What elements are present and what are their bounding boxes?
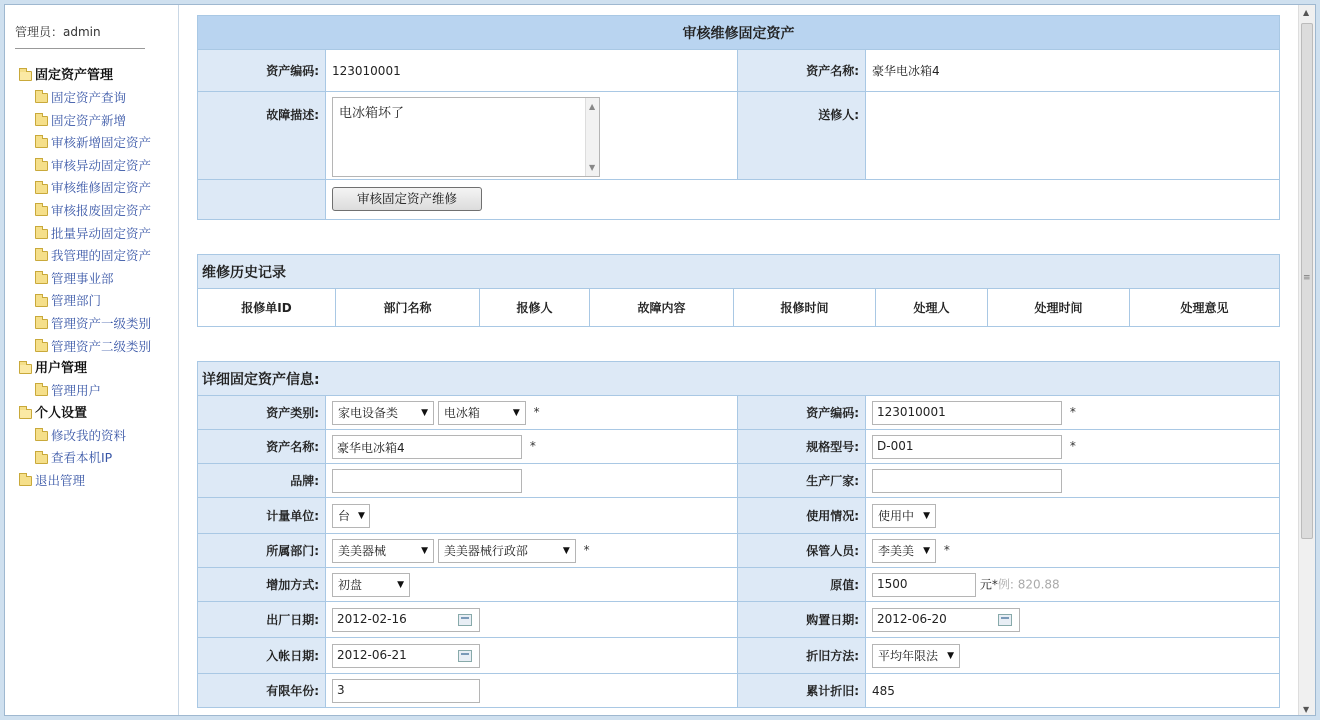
dept1-select[interactable]: 美美器械 ▼ — [332, 539, 434, 563]
code-label: 资产编码: — [738, 396, 866, 430]
mfg-date-input[interactable]: 2012-02-16 — [332, 608, 480, 632]
required-mark: * — [529, 439, 536, 453]
grip-icon: ≡ — [1303, 273, 1311, 283]
asset-name-label: 资产名称: — [738, 50, 866, 92]
review-repair-button[interactable]: 审核固定资产维修 — [332, 187, 482, 211]
buy-date-label: 购置日期: — [738, 602, 866, 638]
menu-item-review-repair[interactable]: 审核维修固定资产 — [19, 177, 179, 200]
name-label: 资产名称: — [198, 430, 326, 464]
menu-group-asset[interactable]: 固定资产管理 — [19, 65, 179, 87]
acc-dep-label: 累计折旧: — [738, 674, 866, 708]
menu-group-personal[interactable]: 个人设置 — [19, 403, 179, 425]
main-content — [197, 15, 1279, 708]
required-mark: * — [583, 543, 590, 557]
folder-icon — [35, 274, 48, 284]
menu-item-category1[interactable]: 管理资产一级类别 — [19, 313, 179, 336]
col-handle-time: 处理时间 — [988, 289, 1130, 327]
dep-method-label: 折旧方法: — [738, 638, 866, 674]
folder-icon — [35, 251, 48, 261]
brand-input[interactable] — [332, 469, 522, 493]
dropdown-arrow-icon: ▼ — [512, 407, 520, 418]
scroll-down-icon: ▼ — [589, 163, 596, 172]
fault-label: 故障描述: — [198, 92, 326, 180]
years-input[interactable]: 3 — [332, 679, 480, 703]
keeper-label: 保管人员: — [738, 534, 866, 568]
folder-icon — [19, 476, 32, 486]
menu-group-users[interactable]: 用户管理 — [19, 358, 179, 380]
menu-item-manage-users[interactable]: 管理用户 — [19, 380, 179, 403]
category1-select[interactable]: 家电设备类 ▼ — [332, 401, 434, 425]
calendar-icon[interactable] — [998, 614, 1012, 626]
repair-review-table — [197, 15, 1280, 220]
sender-label: 送修人: — [738, 92, 866, 180]
app-frame — [4, 4, 1316, 716]
dep-method-select[interactable]: 平均年限法 ▼ — [872, 644, 960, 668]
folder-icon — [35, 206, 48, 216]
col-opinion: 处理意见 — [1130, 289, 1280, 327]
dropdown-arrow-icon: ▼ — [397, 579, 404, 590]
calendar-icon[interactable] — [458, 614, 472, 626]
folder-open-icon — [19, 71, 32, 81]
asset-detail-table — [197, 361, 1280, 708]
unit-select[interactable]: 台 ▼ — [332, 504, 370, 528]
page-scrollbar[interactable] — [1298, 5, 1315, 716]
scroll-up-icon: ▲ — [589, 102, 596, 111]
sidebar — [5, 5, 179, 716]
asset-code-value: 123010001 — [326, 50, 738, 92]
add-method-label: 增加方式: — [198, 568, 326, 602]
folder-icon — [35, 161, 48, 171]
menu-item-asset-query[interactable]: 固定资产查询 — [19, 87, 179, 110]
folder-icon — [35, 386, 48, 396]
category-label: 资产类别: — [198, 396, 326, 430]
maker-label: 生产厂家: — [738, 464, 866, 498]
brand-label: 品牌: — [198, 464, 326, 498]
required-mark: * — [533, 405, 540, 419]
model-label: 规格型号: — [738, 430, 866, 464]
menu-item-departments[interactable]: 管理部门 — [19, 290, 179, 313]
acc-date-input[interactable]: 2012-06-21 — [332, 644, 480, 668]
menu-item-logout[interactable]: 退出管理 — [19, 470, 179, 493]
admin-label: 管理员：admin — [15, 23, 145, 49]
menu-item-review-scrap[interactable]: 审核报废固定资产 — [19, 200, 179, 223]
category2-select[interactable]: 电冰箱 ▼ — [438, 401, 526, 425]
menu-item-edit-profile[interactable]: 修改我的资料 — [19, 425, 179, 448]
folder-icon — [35, 229, 48, 239]
folder-icon — [35, 319, 48, 329]
years-label: 有限年份: — [198, 674, 326, 708]
folder-icon — [35, 184, 48, 194]
menu-item-batch-change[interactable]: 批量异动固定资产 — [19, 223, 179, 246]
asset-code-label: 资产编码: — [198, 50, 326, 92]
dropdown-arrow-icon: ▼ — [421, 407, 428, 418]
menu-item-review-add[interactable]: 审核新增固定资产 — [19, 132, 179, 155]
menu-item-my-assets[interactable]: 我管理的固定资产 — [19, 245, 179, 268]
col-report-time: 报修时间 — [734, 289, 876, 327]
repair-title: 审核维修固定资产 — [198, 16, 1280, 50]
menu-item-review-change[interactable]: 审核异动固定资产 — [19, 155, 179, 178]
acc-dep-value: 485 — [866, 674, 1280, 708]
menu-item-divisions[interactable]: 管理事业部 — [19, 268, 179, 291]
folder-icon — [35, 116, 48, 126]
dropdown-arrow-icon: ▼ — [421, 545, 428, 556]
dropdown-arrow-icon: ▼ — [358, 510, 365, 521]
required-mark: * — [991, 577, 998, 591]
repair-history-table — [197, 254, 1280, 327]
textarea-scrollbar[interactable] — [585, 98, 599, 176]
unit-label: 计量单位: — [198, 498, 326, 534]
dept2-select[interactable]: 美美器械行政部 ▼ — [438, 539, 576, 563]
scroll-up-icon[interactable]: ▲ — [1303, 8, 1310, 17]
menu-item-category2[interactable]: 管理资产二级类别 — [19, 336, 179, 359]
folder-open-icon — [19, 364, 32, 374]
orig-input[interactable]: 1500 — [872, 573, 976, 597]
col-handler: 处理人 — [876, 289, 988, 327]
usage-select[interactable]: 使用中 ▼ — [872, 504, 936, 528]
dropdown-arrow-icon: ▼ — [947, 650, 954, 661]
usage-label: 使用情况: — [738, 498, 866, 534]
fault-textarea[interactable]: 电冰箱坏了 ▲ ▼ — [332, 97, 600, 177]
add-method-select[interactable]: 初盘 ▼ — [332, 573, 410, 597]
required-mark: * — [1069, 405, 1076, 419]
mfg-date-label: 出厂日期: — [198, 602, 326, 638]
col-fault: 故障内容 — [590, 289, 734, 327]
orig-unit: 元 — [979, 577, 992, 591]
folder-icon — [35, 431, 48, 441]
scroll-down-icon[interactable]: ▼ — [1303, 705, 1310, 714]
keeper-select[interactable]: 李美美 ▼ — [872, 539, 936, 563]
code-input[interactable]: 123010001 — [872, 401, 1062, 425]
history-title: 维修历史记录 — [198, 255, 1280, 289]
orig-label: 原值: — [738, 568, 866, 602]
buy-date-input[interactable]: 2012-06-20 — [872, 608, 1020, 632]
name-input[interactable]: 豪华电冰箱4 — [332, 435, 522, 459]
model-input[interactable]: D-001 — [872, 435, 1062, 459]
folder-icon — [35, 297, 48, 307]
col-dept-name: 部门名称 — [336, 289, 480, 327]
required-mark: * — [943, 543, 950, 557]
col-reporter: 报修人 — [480, 289, 590, 327]
orig-hint: 例: 820.88 — [997, 577, 1060, 591]
folder-icon — [35, 342, 48, 352]
empty-cell — [198, 180, 326, 220]
menu-item-view-ip[interactable]: 查看本机IP — [19, 447, 179, 470]
folder-icon — [35, 93, 48, 103]
sidebar-menu — [19, 65, 179, 493]
dropdown-arrow-icon: ▼ — [562, 545, 570, 556]
asset-name-value: 豪华电冰箱4 — [866, 50, 1280, 92]
folder-icon — [35, 454, 48, 464]
folder-icon — [35, 138, 48, 148]
menu-item-asset-add[interactable]: 固定资产新增 — [19, 110, 179, 133]
acc-date-label: 入帐日期: — [198, 638, 326, 674]
sender-value — [866, 92, 1280, 180]
calendar-icon[interactable] — [458, 650, 472, 662]
detail-title: 详细固定资产信息: — [198, 362, 1280, 396]
maker-input[interactable] — [872, 469, 1062, 493]
folder-open-icon — [19, 409, 32, 419]
dropdown-arrow-icon: ▼ — [923, 545, 930, 556]
required-mark: * — [1069, 439, 1076, 453]
col-ticket-id: 报修单ID — [198, 289, 336, 327]
dropdown-arrow-icon: ▼ — [923, 510, 930, 521]
dept-label: 所属部门: — [198, 534, 326, 568]
